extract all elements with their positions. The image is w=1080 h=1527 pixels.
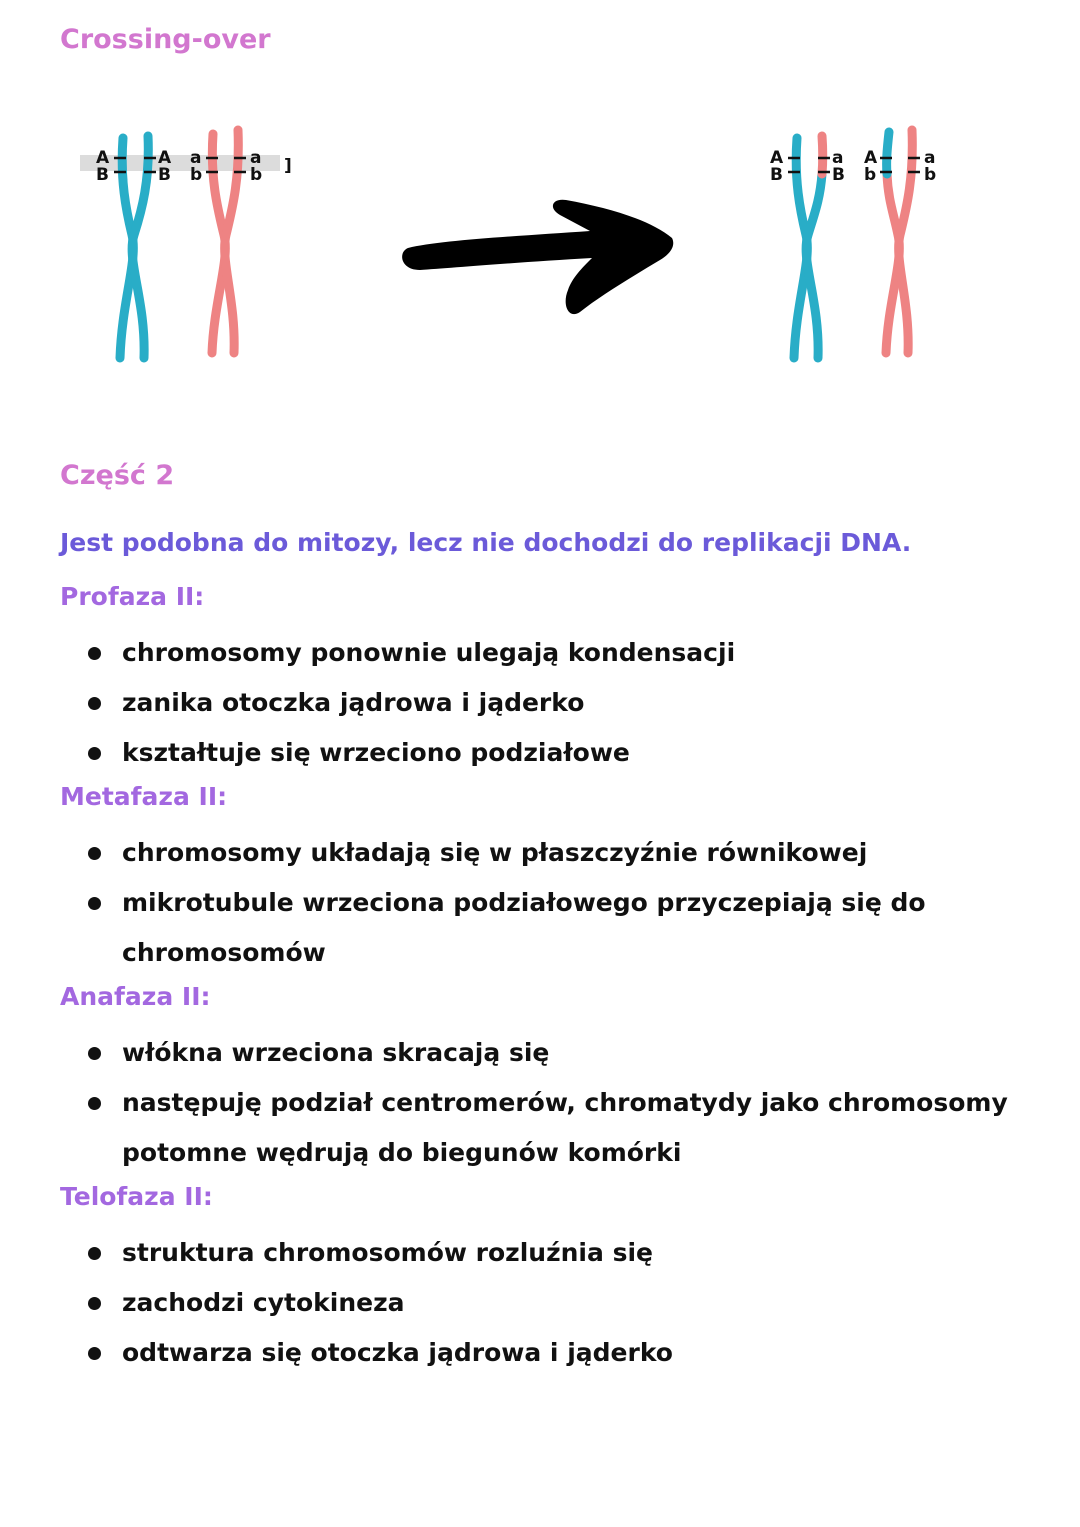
allele-label: b — [190, 165, 203, 185]
bracket-label: ] — [284, 156, 292, 176]
intro-text: Jest podobna do mitozy, lecz nie dochodzi do replikacji DNA. — [60, 528, 912, 557]
phase-anafaza — [60, 978, 1050, 1178]
phase-title: Anafaza II: — [60, 982, 211, 1011]
allele-label: A — [770, 148, 784, 168]
crossing-over-diagram — [0, 100, 1080, 400]
chromosome-blue-after — [794, 136, 823, 358]
phase-title: Profaza II: — [60, 582, 205, 611]
page-title: Crossing-over — [60, 24, 271, 55]
list-item: odtwarza się otoczka jądrowa i jąderko — [60, 1328, 1050, 1378]
allele-label: b — [250, 165, 263, 185]
allele-label: a — [832, 148, 844, 168]
list-item: chromosomy ponownie ulegają kondensacji — [60, 628, 1050, 678]
allele-label: a — [190, 148, 202, 168]
allele-label: A — [96, 148, 110, 168]
phase-telofaza — [60, 1178, 1050, 1378]
allele-label: A — [158, 148, 172, 168]
allele-label: B — [96, 165, 109, 185]
list-item: mikrotubule wrzeciona podziałowego przyczepiają się do chromosomów — [60, 878, 1050, 978]
list-item: zanika otoczka jądrowa i jąderko — [60, 678, 1050, 728]
list-item: chromosomy układają się w płaszczyźnie równikowej — [60, 828, 1050, 878]
allele-label: a — [924, 148, 936, 168]
allele-label: b — [864, 165, 877, 185]
phase-metafaza — [60, 778, 1050, 978]
phase-title: Metafaza II: — [60, 782, 228, 811]
allele-label: a — [250, 148, 262, 168]
list-item: włókna wrzeciona skracają się — [60, 1028, 1050, 1078]
phase-title: Telofaza II: — [60, 1182, 213, 1211]
chromosome-pink-after — [886, 130, 912, 353]
allele-label: A — [864, 148, 878, 168]
list-item: struktura chromosomów rozluźnia się — [60, 1228, 1050, 1278]
allele-label: B — [770, 165, 783, 185]
phase-list — [60, 578, 1050, 1378]
list-item: kształtuje się wrzeciono podziałowe — [60, 728, 1050, 778]
section-title: Część 2 — [60, 460, 175, 491]
list-item: następuję podział centromerów, chromatydy jako chromosomy potomne wędrują do biegunów komórki — [60, 1078, 1050, 1178]
allele-label: b — [924, 165, 937, 185]
list-item: zachodzi cytokineza — [60, 1278, 1050, 1328]
gene-ticks-after — [788, 158, 920, 172]
allele-label: B — [158, 165, 171, 185]
phase-profaza — [60, 578, 1050, 778]
arrow-right-icon — [402, 200, 673, 314]
allele-label: B — [832, 165, 845, 185]
